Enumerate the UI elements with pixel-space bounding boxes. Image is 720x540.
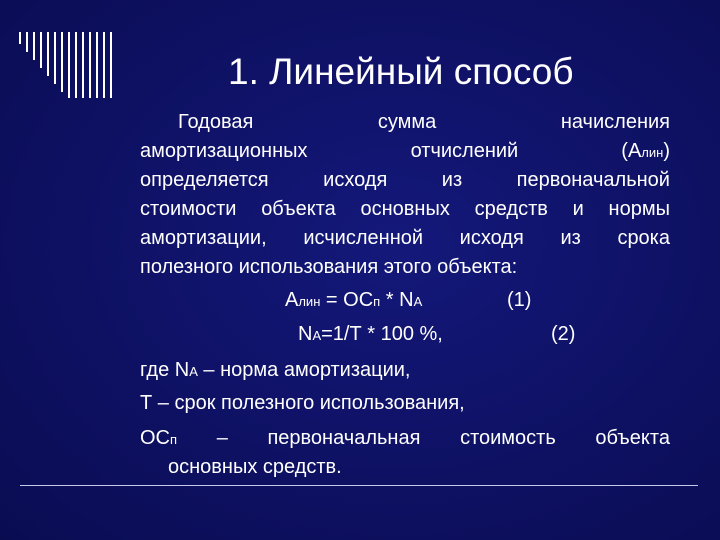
word: стоимости: [140, 198, 237, 220]
formula-2-number: (2): [551, 323, 576, 345]
word: основных: [360, 198, 450, 220]
word: амортизации,: [140, 227, 267, 249]
legend-os-continued: основных средств.: [168, 456, 342, 478]
word: начисления: [560, 111, 670, 133]
word: исходя: [459, 227, 524, 249]
word: и: [572, 198, 584, 220]
word: нормы: [608, 198, 670, 220]
slide-title: 1. Линейный способ: [228, 51, 574, 92]
word: сумма: [377, 111, 437, 133]
word: исходя: [323, 169, 388, 191]
paragraph-line-1: [140, 108, 670, 137]
legend-t: Т – срок полезного использования,: [140, 392, 465, 414]
paragraph-line-3: [140, 166, 670, 195]
alin-symbol: (Алин): [621, 140, 670, 162]
word: –: [216, 427, 228, 449]
word: средств: [474, 198, 548, 220]
legend-na: где NА – норма амортизации,: [140, 359, 411, 381]
word: отчислений: [410, 140, 519, 162]
formula-1: Алин = ОСп * NА (1): [285, 286, 670, 315]
word: первоначальной: [516, 169, 670, 191]
word: объекта: [261, 198, 336, 220]
formula-2: NА=1/Т * 100 %, (2): [298, 320, 670, 349]
word: определяется: [140, 169, 269, 191]
paragraph-line-2: [140, 137, 670, 166]
bottom-divider: [20, 485, 698, 486]
word: исчисленной: [303, 227, 424, 249]
word: из: [560, 227, 581, 249]
os-symbol: ОСп: [140, 427, 178, 449]
decorative-stripes: [0, 0, 130, 110]
word: из: [441, 169, 463, 191]
formula-1-number: (1): [507, 289, 532, 311]
word: объекта: [595, 427, 670, 449]
word: стоимость: [460, 427, 556, 449]
paragraph-line-4: [140, 195, 670, 224]
legend-os: [140, 424, 670, 453]
paragraph-line-6: полезного использования этого объекта:: [140, 256, 518, 278]
word: Годовая: [178, 111, 254, 133]
word: первоначальная: [267, 427, 421, 449]
word: амортизационных: [140, 140, 308, 162]
word: срока: [617, 227, 670, 249]
paragraph-line-5: [140, 224, 670, 253]
